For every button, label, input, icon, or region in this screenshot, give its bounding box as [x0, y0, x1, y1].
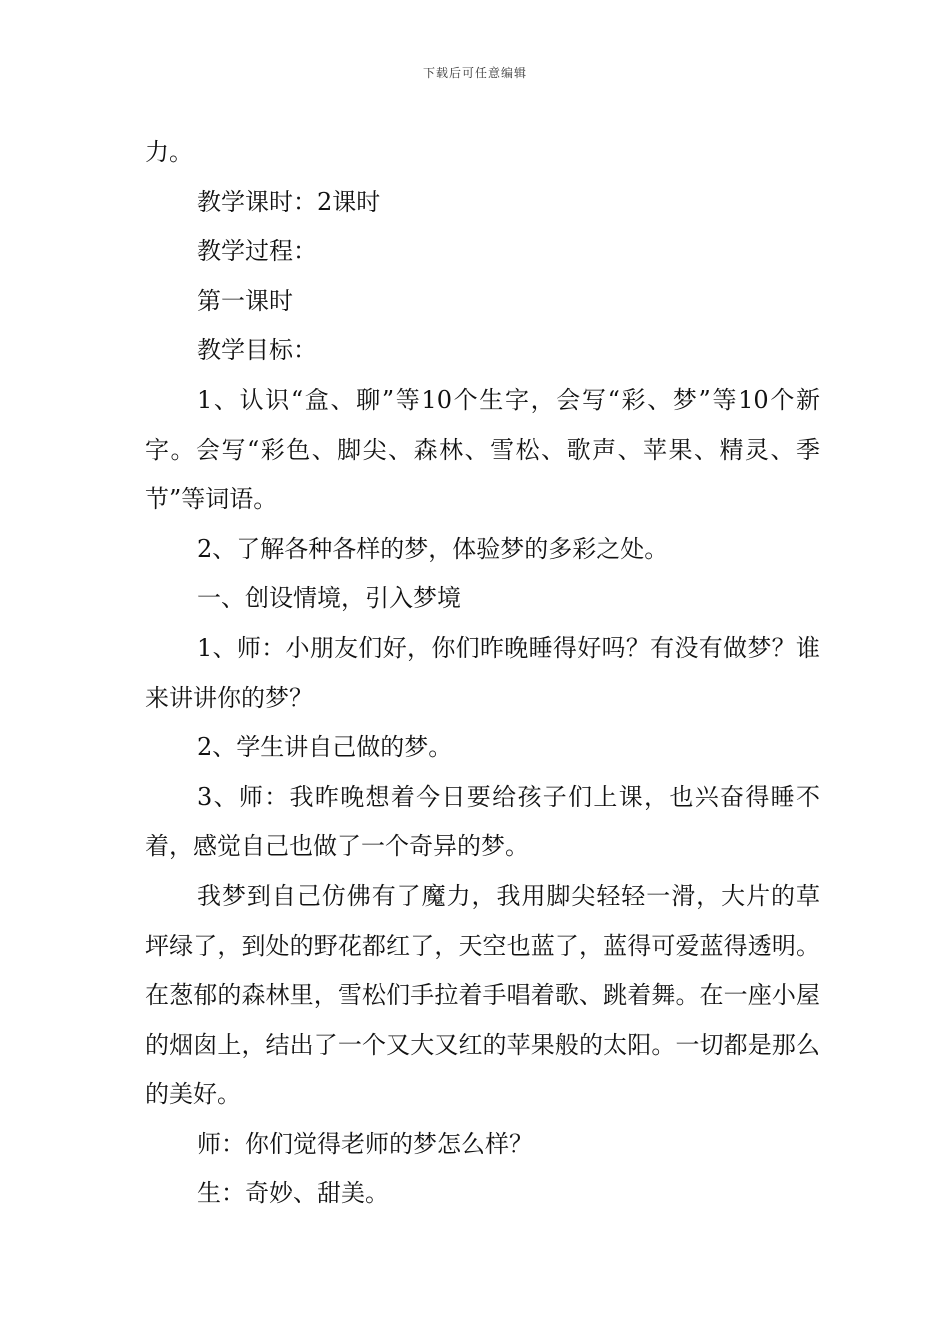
- paragraph-first-lesson: 第一课时: [197, 286, 293, 315]
- paragraph-teaching-process: 教学过程：: [197, 237, 317, 266]
- paragraph-step-1: 1、师：小朋友们好，你们昨晚睡得好吗？有没有做梦？谁来讲讲你的梦？: [145, 633, 820, 712]
- paragraph-teaching-goals: 教学目标：: [197, 336, 317, 365]
- paragraph-teacher-question: 师：你们觉得老师的梦怎么样？: [197, 1129, 533, 1158]
- paragraph-teacher-dream: 我梦到自己仿佛有了魔力，我用脚尖轻轻一滑，大片的草坪绿了，到处的野花都红了，天空也蓝了，蓝得可爱蓝得透明。在葱郁的森林里，雪松们手拉着手唱着歌、跳着舞。在一座小屋的烟囱上，结出了一个又大又红的苹果般的太阳。一切都是那么的美好。: [145, 881, 820, 1109]
- paragraph-goal-2: 2、了解各种各样的梦，体验梦的多彩之处。: [197, 534, 669, 563]
- paragraph-goal-1: 1、认识“盒、聊”等10个生字，会写“彩、梦”等10个新字。会写“彩色、脚尖、森林、雪松、歌声、苹果、精灵、季节”等词语。: [145, 385, 820, 514]
- paragraph-step-3: 3、师：我昨晚想着今日要给孩子们上课，也兴奋得睡不着，感觉自己也做了一个奇异的梦。: [145, 782, 820, 861]
- page-header-note: 下载后可任意编辑: [422, 66, 527, 80]
- paragraph-continuation: 力。: [145, 138, 193, 166]
- paragraph-student-answer: 生：奇妙、甜美。: [197, 1179, 389, 1208]
- document-body: [145, 128, 820, 1219]
- paragraph-lesson-hours: 教学课时：2课时: [197, 187, 381, 216]
- paragraph-section-1-heading: 一、创设情境，引入梦境: [197, 584, 461, 613]
- paragraph-step-2: 2、学生讲自己做的梦。: [197, 733, 453, 762]
